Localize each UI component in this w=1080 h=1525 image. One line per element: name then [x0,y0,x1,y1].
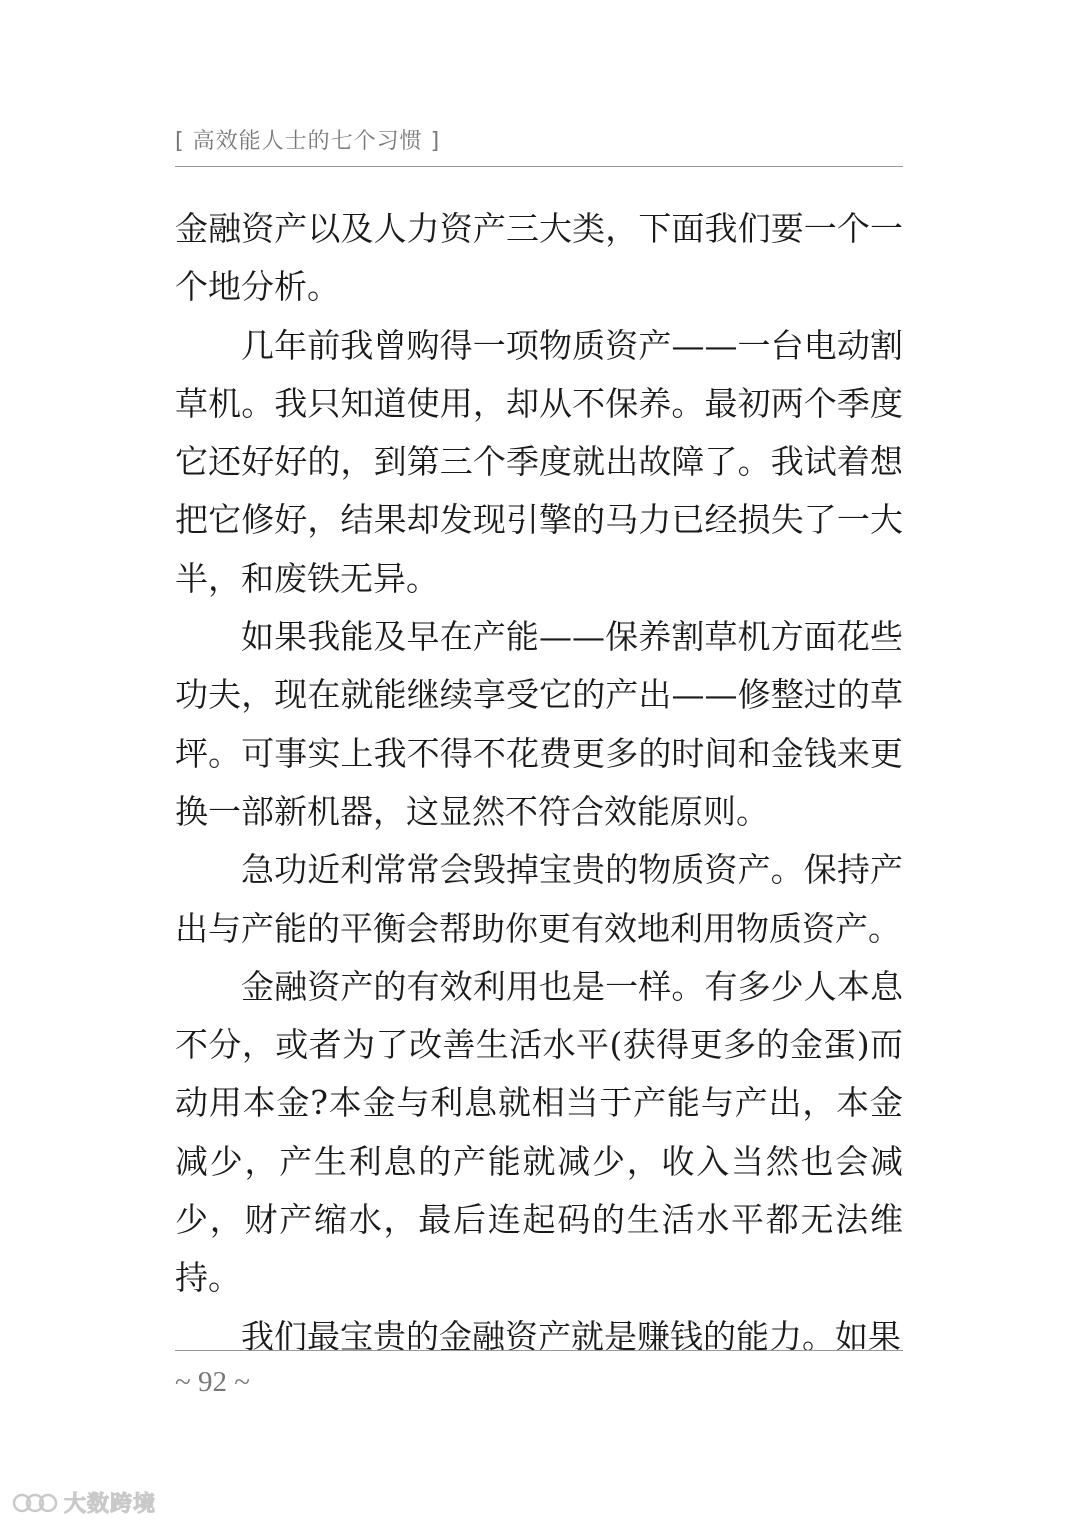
paragraph: 如果我能及早在产能——保养割草机方面花些功夫，现在就能继续享受它的产出——修整过的草坪。可事实上我不得不花费更多的时间和金钱来更换一部新机器，这显然不符合效能原则。 [175,617,903,831]
running-header-title: [ 高效能人士的七个习惯 ] [175,129,441,154]
footer-divider [175,1350,903,1351]
body-text [175,200,903,1366]
paragraph: 金融资产的有效利用也是一样。有多少人本息不分，或者为了改善生活水平(获得更多的金蛋)而动用本金?本金与利息就相当于产能与产出，本金减少，产生利息的产能就减少，收入当然也会减少，财产缩水，最后连起码的生活水平都无法维持。 [175,966,903,1298]
watermark-label: 大数跨境 [64,1492,157,1517]
paragraph: 急功近利常常会毁掉宝贵的物质资产。保持产出与产能的平衡会帮助你更有效地利用物质资产。 [175,850,903,948]
watermark [12,1487,156,1518]
paragraph: 几年前我曾购得一项物质资产——一台电动割草机。我只知道使用，却从不保养。最初两个季度它还好好的，到第三个季度就出故障了。我试着想把它修好，结果却发现引擎的马力已经损失了一大半，和废铁无异。 [175,325,903,598]
header-divider [175,166,903,167]
page-number: ~ 92 ~ [175,1366,250,1398]
paragraph: 金融资产以及人力资产三大类，下面我们要一个一个地分析。 [175,209,903,307]
paragraph: 我们最宝贵的金融资产就是赚钱的能力。如果 [241,1316,901,1356]
logo-icon [12,1490,58,1516]
